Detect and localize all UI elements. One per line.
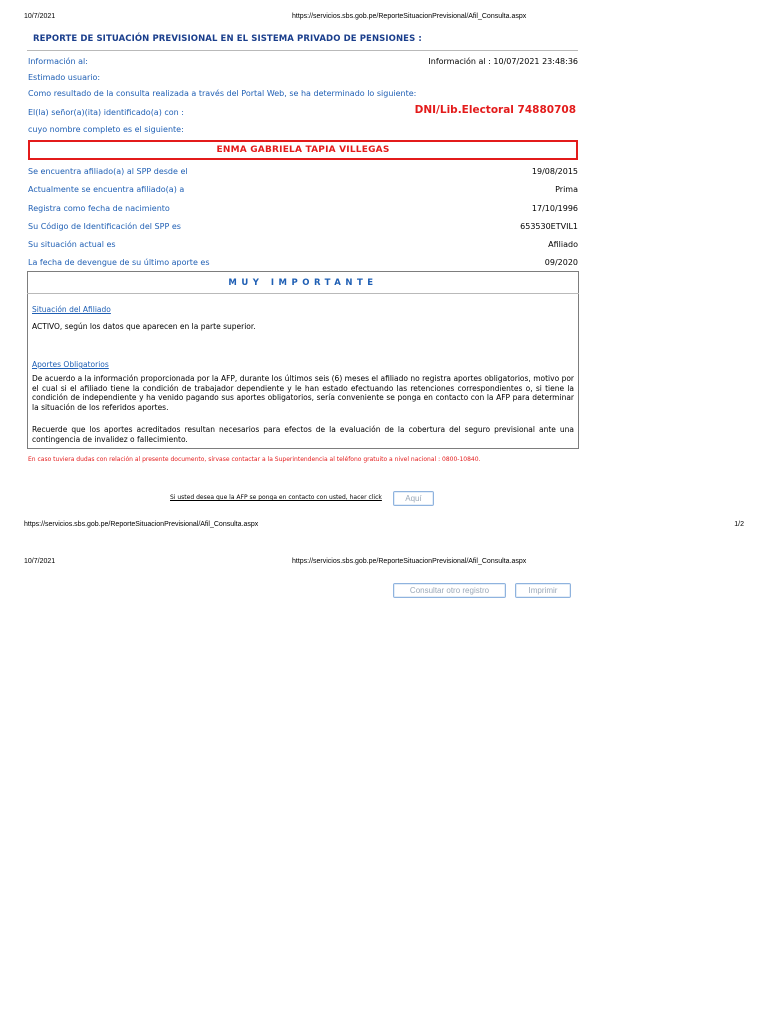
intro-text: Como resultado de la consulta realizada a través del Portal Web, se ha determinado lo siguiente: bbox=[28, 89, 417, 98]
row-value: 09/2020 bbox=[544, 258, 578, 267]
important-box bbox=[27, 271, 579, 449]
print-header-url-page2: https://servicios.sbs.gob.pe/ReporteSituacionPrevisional/Afil_Consulta.aspx bbox=[292, 558, 527, 565]
row-value: Afiliado bbox=[548, 240, 578, 249]
row-label: Registra como fecha de nacimiento bbox=[28, 204, 170, 213]
greeting: Estimado usuario: bbox=[28, 73, 101, 82]
aportes-link[interactable]: Aportes Obligatorios bbox=[32, 360, 109, 369]
aportes-text: De acuerdo a la información proporcionada por la AFP, durante los últimos seis (6) meses el afiliado no registra aportes obligatorios, motivo por el cual si el afiliado tiene la condición de trabajador dependiente y le han estado efectuando las retenciones correspondientes o, si tiene la condición de independiente y ha venido pagando sus aportes obligatorios, sería conveniente se ponga en contacto con la AFP para determinar la situación de los referidos aportes. bbox=[32, 374, 574, 412]
helpline-note: En caso tuviera dudas con relación al presente documento, sírvase contactar a la Superintendencia al teléfono gratuito a nivel nacional : 0800-10840. bbox=[28, 456, 481, 463]
row-value: 653530ETVIL1 bbox=[520, 222, 578, 231]
dni-value: DNI/Lib.Electoral 74880708 bbox=[414, 104, 576, 116]
title-divider bbox=[27, 50, 578, 51]
identified-label: El(la) señor(a)(ita) identificado(a) con : bbox=[28, 108, 184, 117]
row-label: Actualmente se encuentra afiliado(a) a bbox=[28, 185, 185, 194]
important-divider bbox=[27, 293, 579, 294]
fullname: ENMA GABRIELA TAPIA VILLEGAS bbox=[216, 145, 390, 155]
print-header-date-page2: 10/7/2021 bbox=[24, 558, 56, 565]
info-label: Información al: bbox=[28, 57, 88, 66]
consultar-otro-registro-button[interactable]: Consultar otro registro bbox=[393, 583, 506, 598]
print-header-date: 10/7/2021 bbox=[24, 13, 56, 20]
report-title: REPORTE DE SITUACIÓN PREVISIONAL EN EL SISTEMA PRIVADO DE PENSIONES : bbox=[33, 34, 422, 44]
row-value: 17/10/1996 bbox=[531, 204, 578, 213]
important-title: MUY IMPORTANTE bbox=[228, 278, 378, 288]
contact-afp-text: Si usted desea que la AFP se ponga en contacto con usted, hacer click bbox=[170, 494, 382, 501]
row-value: 19/08/2015 bbox=[531, 167, 578, 176]
row-label: Su Código de Identificación del SPP es bbox=[28, 222, 181, 231]
aqui-button[interactable]: Aquí bbox=[393, 491, 434, 506]
row-label: Su situación actual es bbox=[28, 240, 116, 249]
info-value: Información al : 10/07/2021 23:48:36 bbox=[428, 57, 578, 66]
print-footer-page: 1/2 bbox=[734, 521, 744, 528]
situacion-link[interactable]: Situación del Afiliado bbox=[32, 305, 111, 314]
situacion-text: ACTIVO, según los datos que aparecen en la parte superior. bbox=[32, 322, 256, 331]
fullname-box bbox=[28, 140, 578, 160]
row-label: Se encuentra afiliado(a) al SPP desde el bbox=[28, 167, 188, 176]
recuerde-text: Recuerde que los aportes acreditados resultan necesarios para efectos de la evaluación de la cobertura del seguro previsional ante una contingencia de invalidez o fallecimiento. bbox=[32, 425, 574, 444]
print-header-url: https://servicios.sbs.gob.pe/ReporteSituacionPrevisional/Afil_Consulta.aspx bbox=[292, 13, 527, 20]
row-value: Prima bbox=[555, 185, 578, 194]
imprimir-button[interactable]: Imprimir bbox=[515, 583, 571, 598]
row-label: La fecha de devengue de su último aporte es bbox=[28, 258, 210, 267]
fullname-label: cuyo nombre completo es el siguiente: bbox=[28, 125, 184, 134]
print-footer-url: https://servicios.sbs.gob.pe/ReporteSituacionPrevisional/Afil_Consulta.aspx bbox=[24, 521, 259, 528]
